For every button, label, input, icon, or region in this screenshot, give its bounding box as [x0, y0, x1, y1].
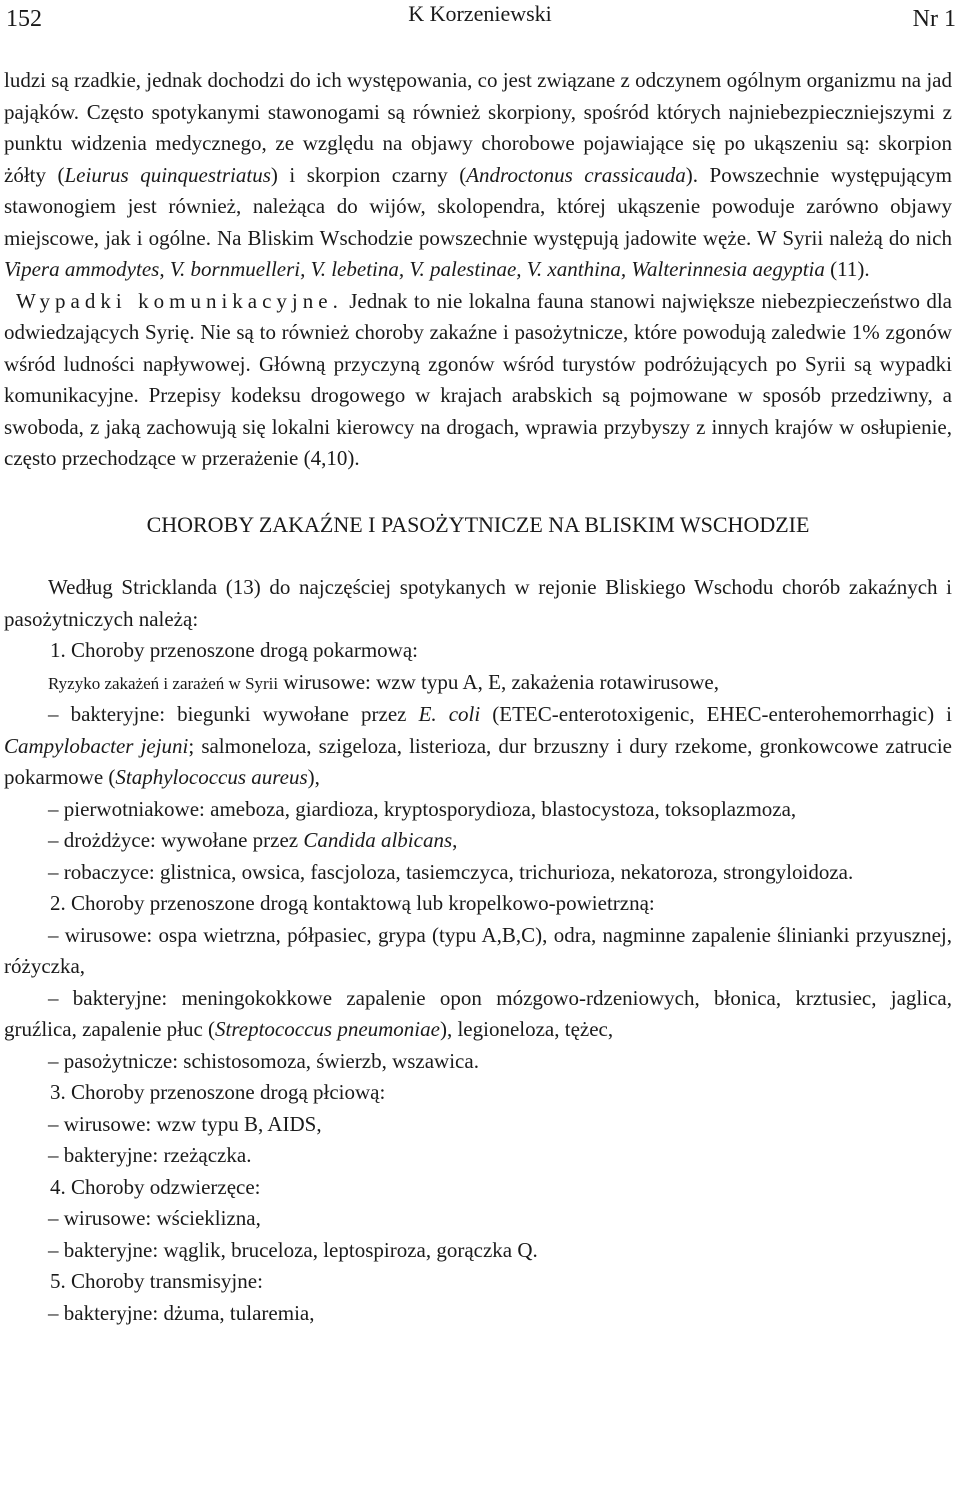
text-run: ), legioneloza, tężec, — [439, 1017, 614, 1041]
species-name: Staphylococcus aureus — [115, 765, 308, 789]
list-item-bacterial: – bakteryjne: wąglik, bruceloza, leptospiroza, gorączka Q. — [48, 1237, 538, 1262]
text-run: ; salmoneloza, szigeloza, listerioza, dur brzuszny i dury rzekome, gronkowcowe zatrucie pokarmowe ( — [4, 733, 952, 789]
text-run: – bakteryjne: biegunki wywołane przez — [48, 702, 419, 726]
species-name: Leiurus quinquestriatus — [64, 162, 271, 187]
list-item-bacterial: – bakteryjne: rzeżączka. — [48, 1143, 252, 1167]
small-prefix: Ryzyko zakażeń i zarażeń w Syrii — [48, 673, 279, 693]
text-run: ), — [307, 765, 320, 789]
paragraph-intro: Według Stricklanda (13) do najczęściej spotykanych w rejonie Bliskiego Wschodu chorób zakaźnych i pasożytniczych należą: — [4, 575, 952, 631]
text-run: Jednak to nie lokalna fauna stanowi największe niebezpieczeństwo dla odwiedzających Syrię. Nie są to również choroby zakaźne i pasożytnicze, które powodują zaledwie 1% zgonów wśród ludności napływowej. Główną przyczyną zgonów wśród turystów podróżujących po Syrii są wypadki komunikacyjne. Przepisy kodeksu drogowego w krajach arabskich są pojmowane w sposób przedziwny, a swoboda, z jaką zachowują się lokalni kierowcy na drogach, wprawia przybyszy z innych krajów w osłupienie, często przechodzące w przerażenie (4,10). — [4, 288, 952, 470]
list-item-viral: – wirusowe: ospa wietrzna, półpasiec, grypa (typu A,B,C), odra, nagminne zapalenie ślinianki przyusznej, różyczka, — [4, 922, 952, 978]
section-heading: CHOROBY ZAKAŹNE I PASOŻYTNICZE NA BLISKIM WSCHODZIE — [146, 511, 810, 537]
list-item-viral: – wirusowe: wścieklizna, — [48, 1206, 261, 1230]
group-title-1: 1. Choroby przenoszone drogą pokarmową: — [50, 638, 418, 662]
species-name: Candida albicans — [303, 828, 453, 852]
group-title-3: 3. Choroby przenoszone drogą płciową: — [50, 1080, 386, 1104]
issue-number: Nr 1 — [912, 6, 956, 32]
text-run: ) i skorpion czarny ( — [270, 162, 467, 187]
list-item-viral — [4, 667, 952, 700]
species-name: E. coli — [418, 702, 481, 726]
text-run: wirusowe: wzw typu A, E, zakażenia rotawirusowe, — [278, 669, 720, 694]
text-run: ). Powszechnie występującym stawonogiem jest również, należąca do wijów, skolopendra, której ukąszenie powoduje zarówno objawy miejscowe, jak i ogólne. Na Bliskim Wschodzie powszechnie występują jadowite węże. W Syrii należą do nich — [4, 162, 952, 250]
text-run: (ETEC-enterotoxigenic, EHEC-enterohemorrhagic) i — [480, 702, 952, 726]
text-run: ludzi są rzadkie, jednak dochodzi do ich występowania, co jest związane z odczynem ogólnym organizmu na jad pająków. Często spotykanymi stawonogami są również skorpiony, spośród których najniebezpieczniejszymi z punktu widzenia medycznego, ze względu na objawy chorobowe pojawiające się po ukąszeniu są: skorpion żółty ( — [4, 68, 952, 187]
text-run: , — [452, 828, 458, 852]
page-number: 152 — [6, 6, 42, 32]
article-body — [4, 65, 952, 1329]
list-item-fungal — [4, 825, 952, 857]
list-item-viral: – wirusowe: wzw typu B, AIDS, — [48, 1111, 322, 1136]
list-item-bacterial: – bakteryjne: dżuma, tularemia, — [48, 1300, 315, 1325]
species-name: Streptococcus pneumoniae — [215, 1017, 440, 1041]
group-title-2: 2. Choroby przenoszone drogą kontaktową lub kropelkowo-powietrzną: — [50, 891, 655, 915]
list-item-bacterial — [4, 699, 952, 794]
running-author: K Korzeniewski — [408, 1, 552, 26]
group-title-5: 5. Choroby transmisyjne: — [50, 1269, 263, 1293]
list-item-protozoal: – pierwotniakowe: ameboza, giardioza, kryptosporydioza, blastocystoza, toksoplazmoza, — [48, 796, 797, 821]
spaced-subtitle: Wypadki komunikacyjne. — [16, 288, 343, 313]
species-name: Vipera ammodytes, V. bornmuelleri, V. lebetina, V. palestinae, V. xanthina, Walterinnesia aegyptia — [4, 257, 825, 281]
text-run: – drożdżyce: wywołane przez — [48, 828, 304, 852]
text-run: (11). — [824, 257, 870, 281]
group-title-4: 4. Choroby odzwierzęce: — [50, 1174, 261, 1199]
text-run: – bakteryjne: meningokokkowe zapalenie opon mózgowo-rdzeniowych, błonica, krztusiec, jaglica, gruźlica, zapalenie płuc ( — [4, 985, 952, 1041]
list-item-parasitic: – pasożytnicze: schistosomoza, świerzb, wszawica. — [48, 1048, 479, 1073]
species-name: Androctonus crassicauda — [466, 162, 686, 187]
species-name: Campylobacter jejuni — [4, 733, 189, 758]
paragraph-venomous-fauna — [4, 65, 952, 286]
list-item-helminth: – robaczyce: glistnica, owsica, fascjoloza, tasiemczyca, trichurioza, nekatoroza, strongyloidoza. — [48, 859, 854, 884]
paragraph-traffic-accidents — [4, 286, 952, 475]
list-item-bacterial — [4, 983, 952, 1046]
page-header — [0, 0, 960, 40]
